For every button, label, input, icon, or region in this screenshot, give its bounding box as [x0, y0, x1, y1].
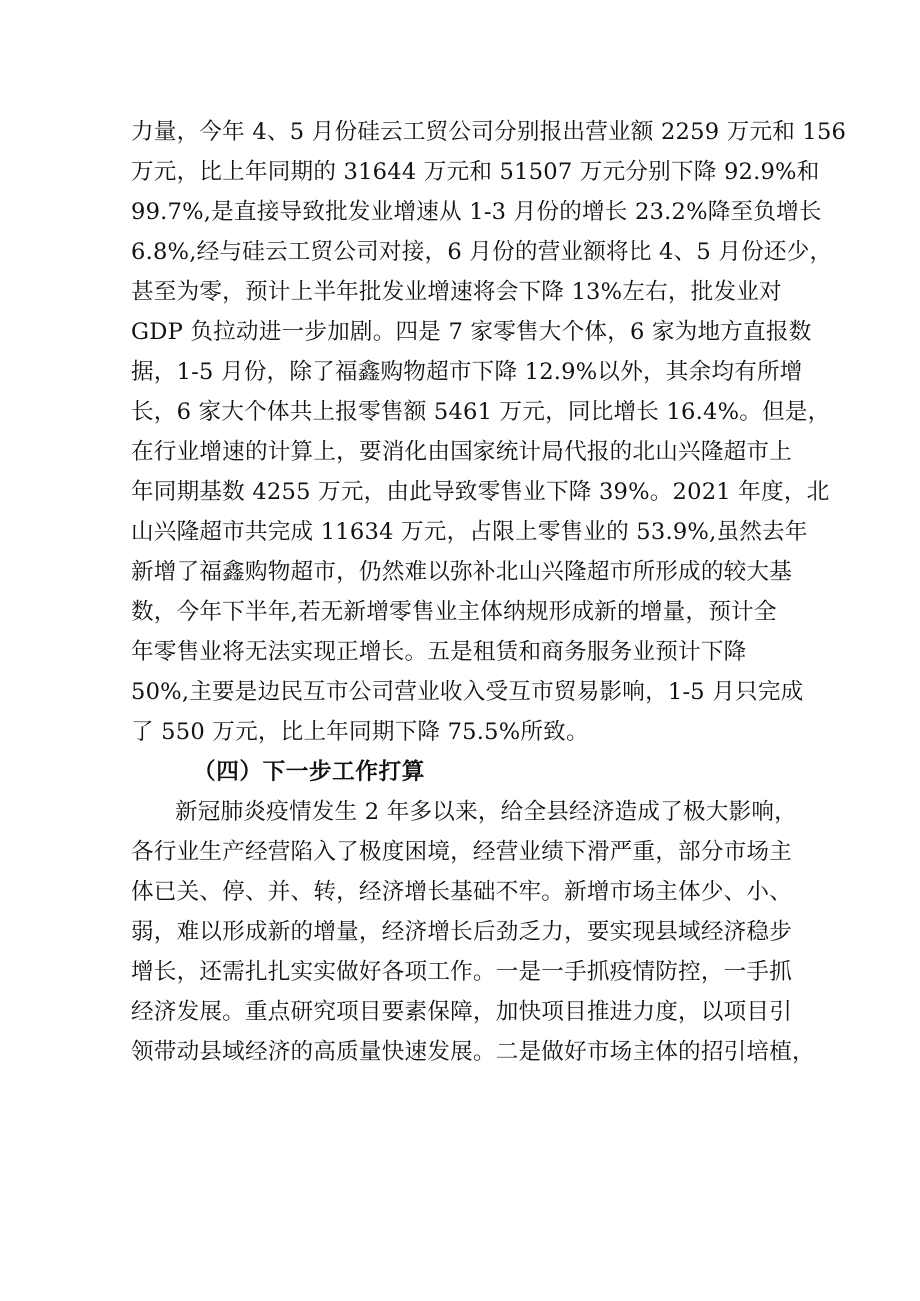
paragraph-line: 力量，今年 4、5 月份硅云工贸公司分别报出营业额 2259 万元和 156	[131, 119, 847, 145]
paragraph-line: 6.8%,经与硅云工贸公司对接，6 月份的营业额将比 4、5 月份还少，	[131, 239, 833, 265]
paragraph-line: 长，6 家大个体共上报零售额 5461 万元，同比增长 16.4%。但是，	[131, 399, 831, 425]
paragraph-line: 50%,主要是边民互市公司营业收入受互市贸易影响，1-5 月只完成	[131, 679, 804, 705]
paragraph-line: 万元，比上年同期的 31644 万元和 51507 万元分别下降 92.9%和	[131, 159, 820, 185]
paragraph-line: 甚至为零，预计上半年批发业增速将会下降 13%左右，批发业对	[131, 279, 782, 305]
paragraph-line: 年同期基数 4255 万元，由此导致零售业下降 39%。2021 年度，北	[131, 479, 830, 505]
paragraph-line: 领带动县域经济的高质量快速发展。二是做好市场主体的招引培植，	[131, 1039, 815, 1065]
paragraph-line: 新冠肺炎疫情发生 2 年多以来，给全县经济造成了极大影响，	[175, 799, 797, 825]
paragraph-line: 新增了福鑫购物超市，仍然难以弥补北山兴隆超市所形成的较大基	[131, 559, 793, 585]
paragraph-line: 体已关、停、并、转，经济增长基础不牢。新增市场主体少、小、	[131, 879, 793, 905]
paragraph-line: 99.7%,是直接导致批发业增速从 1-3 月份的增长 23.2%降至负增长	[131, 199, 822, 225]
paragraph-line: 山兴隆超市共完成 11634 万元，占限上零售业的 53.9%,虽然去年	[131, 519, 808, 545]
paragraph-line: 弱，难以形成新的增量，经济增长后劲乏力，要实现县域经济稳步	[131, 919, 793, 945]
paragraph-line: GDP 负拉动进一步加剧。四是 7 家零售大个体，6 家为地方直报数	[131, 319, 812, 345]
paragraph-line: 据，1-5 月份，除了福鑫购物超市下降 12.9%以外，其余均有所增	[131, 359, 803, 385]
section-heading: （四）下一步工作打算	[193, 759, 425, 785]
paragraph-line: 年零售业将无法实现正增长。五是租赁和商务服务业预计下降	[131, 639, 747, 665]
paragraph-line: 增长，还需扎扎实实做好各项工作。一是一手抓疫情防控，一手抓	[131, 959, 793, 985]
paragraph-line: 数，今年下半年,若无新增零售业主体纳规形成新的增量，预计全	[131, 599, 777, 625]
paragraph-line: 经济发展。重点研究项目要素保障，加快项目推进力度，以项目引	[131, 999, 793, 1025]
paragraph-line: 在行业增速的计算上，要消化由国家统计局代报的北山兴隆超市上	[131, 439, 793, 465]
paragraph-line: 各行业生产经营陷入了极度困境，经营业绩下滑严重，部分市场主	[131, 839, 793, 865]
paragraph-line: 了 550 万元，比上年同期下降 75.5%所致。	[131, 719, 589, 745]
